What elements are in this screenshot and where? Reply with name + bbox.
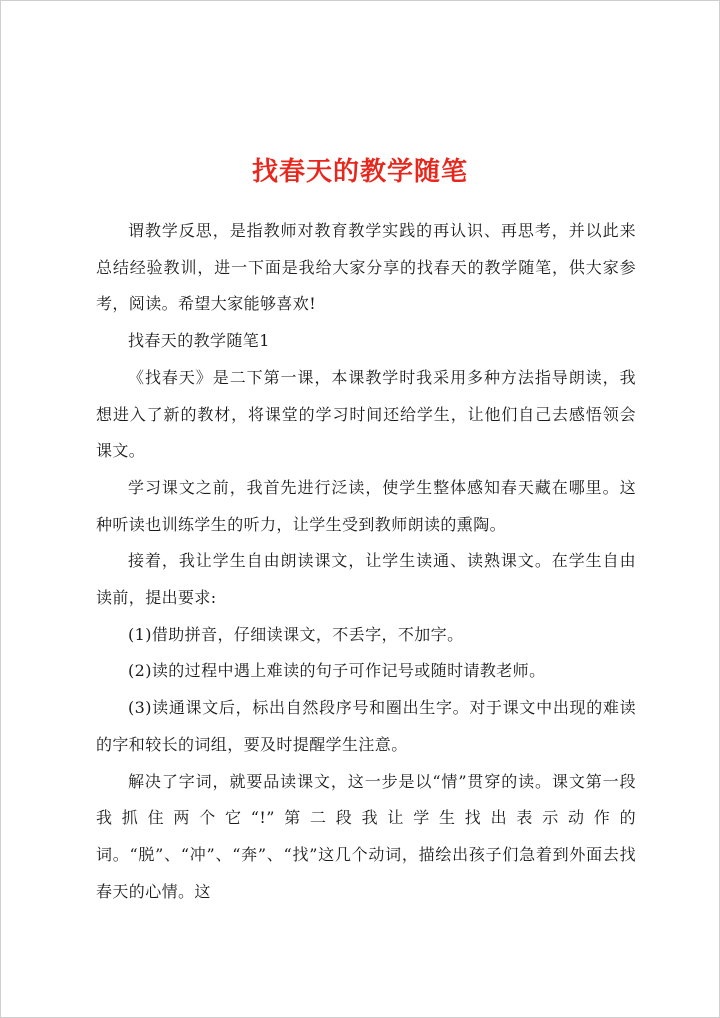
document-body xyxy=(96,213,636,910)
list-item: (1)借助拼音，仔细读课文，不丢字，不加字。 xyxy=(128,624,464,644)
paragraph: 学习课文之前，我首先进行泛读，使学生整体感知春天藏在哪里。这种听读也训练学生的听力，让学生受到教师朗读的熏陶。 xyxy=(96,477,636,534)
list-item: (3)读通课文后，标出自然段序号和圈出生字。对于课文中出现的难读的字和较长的词组，要及时提醒学生注意。 xyxy=(96,698,636,754)
paragraph-intro: 谓教学反思，是指教师对教育教学实践的再认识、再思考，并以此来总结经验教训，进一下面是我给大家分享的找春天的教学随笔，供大家参考，阅读。希望大家能够喜欢! xyxy=(96,221,636,314)
paragraph: 《找春天》是二下第一课，本课教学时我采用多种方法指导朗读，我想进入了新的教材，将课堂的学习时间还给学生，让他们自己去感悟领会课文。 xyxy=(96,367,636,461)
list-item: (2)读的过程中遇上难读的句子可作记号或随时请教老师。 xyxy=(128,661,546,681)
document-title: 找春天的教学随笔 xyxy=(251,157,468,187)
section-heading: 找春天的教学随笔1 xyxy=(128,331,270,351)
paragraph: 接着，我让学生自由朗读课文，让学生读通、读熟课文。在学生自由读前，提出要求: xyxy=(96,551,636,608)
paragraph: 解决了字词，就要品读课文，这一步是以“情”贯穿的读。课文第一段我抓住两个它“!”第二段我让学生找出表示动作的词。“脱”、“冲”、“奔”、“找”这几个动词，描绘出孩子们急着到外面去找春天的心情。这 xyxy=(96,771,636,901)
